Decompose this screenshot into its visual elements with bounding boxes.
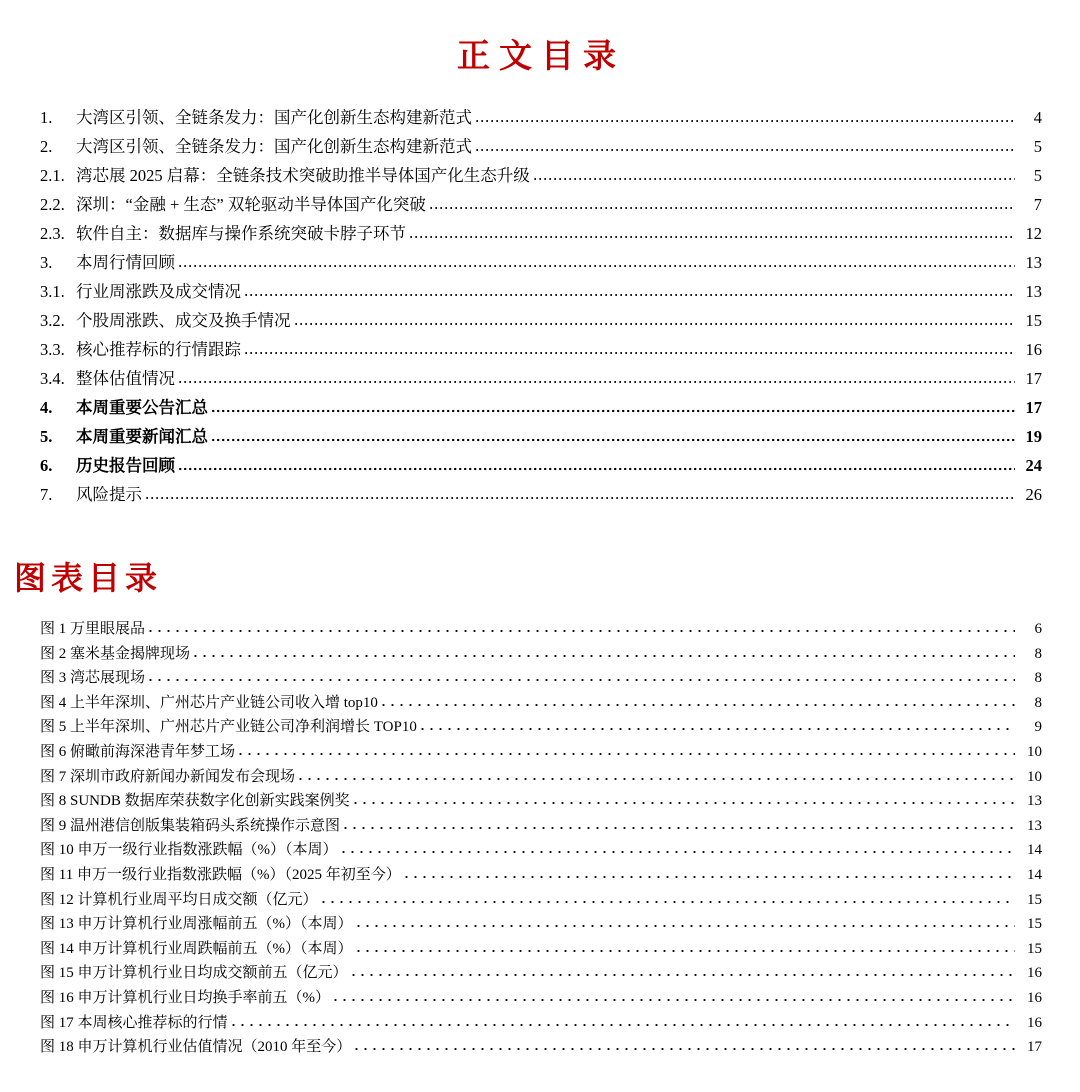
toc-entry-label: 图 11 申万一级行业指数涨跌幅（%）（2025 年初至今）: [40, 866, 401, 883]
toc-leader-dots: [355, 1047, 1015, 1051]
toc-entry-page: 4: [1033, 108, 1042, 127]
toc-entry-page: 10: [1027, 743, 1042, 760]
main-toc-entry[interactable]: [40, 103, 1042, 132]
toc-entry-label: 图 2 塞米基金揭牌现场: [40, 645, 191, 662]
toc-leader-dots: [245, 351, 1015, 355]
toc-entry-number: 4.: [40, 398, 53, 417]
toc-leader-dots: [179, 467, 1015, 471]
figure-toc-entry[interactable]: [40, 961, 1042, 986]
toc-leader-dots: [410, 235, 1015, 239]
toc-leader-dots: [405, 875, 1015, 879]
toc-entry-number: 7.: [40, 485, 53, 504]
toc-entry-page: 13: [1027, 817, 1042, 834]
figure-toc-entry[interactable]: [40, 691, 1042, 716]
main-toc-list: [40, 103, 1042, 509]
toc-entry-label: 图 6 俯瞰前海深港青年梦工场: [40, 743, 236, 760]
toc-entry-page: 16: [1025, 340, 1042, 359]
toc-leader-dots: [149, 629, 1015, 633]
figure-toc-entry[interactable]: [40, 642, 1042, 667]
toc-entry-label: 图 12 计算机行业周平均日成交额（亿元）: [40, 891, 318, 908]
toc-entry-number: 3.2.: [40, 311, 65, 330]
toc-entry-page: 8: [1034, 670, 1042, 687]
main-toc-title: 正文目录: [457, 39, 625, 75]
toc-leader-dots: [534, 177, 1015, 181]
figure-toc-entry[interactable]: [40, 986, 1042, 1011]
figure-toc-entry[interactable]: [40, 937, 1042, 962]
toc-entry-label: 图 9 温州港信创版集装箱码头系统操作示意图: [40, 817, 341, 834]
figure-toc-title: 图表目录: [14, 560, 163, 596]
toc-entry-label: 本周重要公告汇总: [76, 398, 208, 417]
toc-entry-label: 湾芯展 2025 启幕：全链条技术突破助推半导体国产化生态升级: [76, 166, 530, 185]
toc-entry-page: 17: [1027, 1039, 1042, 1056]
toc-entry-number: 2.2.: [40, 195, 65, 214]
figure-toc-entry[interactable]: [40, 814, 1042, 839]
toc-entry-label: 图 8 SUNDB 数据库荣获数字化创新实践案例奖: [40, 793, 350, 810]
toc-entry-page: 14: [1027, 866, 1042, 883]
toc-leader-dots: [357, 949, 1016, 953]
figure-toc-entry[interactable]: [40, 789, 1042, 814]
toc-entry-label: 核心推荐标的行情跟踪: [76, 340, 241, 359]
toc-entry-label: 图 15 申万计算机行业日均成交额前五（亿元）: [40, 965, 348, 982]
toc-entry-page: 15: [1027, 891, 1042, 908]
toc-entry-page: 12: [1025, 224, 1042, 243]
toc-leader-dots: [382, 703, 1015, 707]
toc-entry-page: 15: [1027, 940, 1042, 957]
toc-leader-dots: [299, 777, 1015, 781]
toc-entry-label: 本周重要新闻汇总: [76, 427, 208, 446]
main-toc-entry[interactable]: [40, 190, 1042, 219]
toc-entry-label: 图 13 申万计算机行业周涨幅前五（%）（本周）: [40, 916, 353, 933]
figure-toc-entry[interactable]: [40, 912, 1042, 937]
toc-entry-page: 15: [1027, 916, 1042, 933]
toc-entry-label: 图 16 申万计算机行业日均换手率前五（%）: [40, 989, 330, 1006]
toc-entry-page: 16: [1027, 965, 1042, 982]
toc-entry-number: 6.: [40, 456, 53, 475]
main-toc-entry[interactable]: [40, 364, 1042, 393]
toc-leader-dots: [212, 438, 1015, 442]
toc-entry-page: 13: [1025, 282, 1042, 301]
toc-entry-page: 15: [1025, 311, 1042, 330]
main-toc-entry[interactable]: [40, 161, 1042, 190]
toc-entry-label: 软件自主：数据库与操作系统突破卡脖子环节: [76, 224, 406, 243]
toc-entry-number: 3.: [40, 253, 53, 272]
toc-entry-label: 图 5 上半年深圳、广州芯片产业链公司净利润增长 TOP10: [40, 719, 417, 736]
toc-leader-dots: [179, 264, 1015, 268]
figure-toc-entry[interactable]: [40, 666, 1042, 691]
toc-entry-page: 5: [1033, 137, 1042, 156]
toc-entry-number: 2.1.: [40, 166, 65, 185]
toc-entry-number: 5.: [40, 427, 53, 446]
toc-entry-page: 9: [1034, 719, 1042, 736]
toc-entry-number: 2.: [40, 137, 53, 156]
toc-leader-dots: [344, 826, 1015, 830]
toc-leader-dots: [149, 678, 1015, 682]
toc-leader-dots: [212, 409, 1015, 413]
toc-leader-dots: [146, 496, 1015, 500]
toc-entry-page: 17: [1025, 398, 1042, 417]
toc-leader-dots: [334, 998, 1015, 1002]
toc-entry-page: 13: [1025, 253, 1042, 272]
toc-entry-number: 1.: [40, 108, 53, 127]
toc-leader-dots: [352, 973, 1015, 977]
main-toc-entry[interactable]: [40, 306, 1042, 335]
toc-entry-page: 7: [1033, 195, 1042, 214]
toc-entry-label: 深圳：“金融 + 生态” 双轮驱动半导体国产化突破: [76, 195, 426, 214]
main-toc-entry[interactable]: [40, 335, 1042, 364]
toc-entry-label: 图 4 上半年深圳、广州芯片产业链公司收入增 top10: [40, 694, 378, 711]
main-toc-entry[interactable]: [40, 132, 1042, 161]
main-toc-entry[interactable]: [40, 422, 1042, 451]
figure-toc-entry[interactable]: [40, 715, 1042, 740]
toc-entry-page: 6: [1034, 621, 1042, 637]
toc-entry-label: 图 17 本周核心推荐标的行情: [40, 1014, 228, 1031]
figure-toc-entry[interactable]: [40, 740, 1042, 765]
toc-entry-label: 本周行情回顾: [76, 253, 175, 272]
toc-leader-dots: [476, 148, 1015, 152]
main-toc-entry[interactable]: [40, 480, 1042, 509]
toc-entry-label: 图 1 万里眼展品: [40, 621, 146, 637]
toc-leader-dots: [295, 322, 1016, 326]
toc-entry-page: 14: [1027, 842, 1042, 859]
toc-entry-page: 10: [1027, 768, 1042, 785]
toc-entry-number: 3.4.: [40, 369, 65, 388]
toc-entry-page: 24: [1025, 456, 1042, 475]
main-toc-entry[interactable]: [40, 451, 1042, 480]
toc-entry-label: 大湾区引领、全链条发力：国产化创新生态构建新范式: [76, 108, 472, 127]
toc-entry-label: 图 7 深圳市政府新闻办新闻发布会现场: [40, 768, 296, 785]
toc-entry-page: 16: [1027, 1014, 1042, 1031]
figure-toc-list: [40, 617, 1042, 1060]
toc-entry-label: 图 18 申万计算机行业估值情况（2010 年至今）: [40, 1039, 352, 1056]
toc-entry-label: 历史报告回顾: [76, 456, 175, 475]
figure-toc-entry[interactable]: [40, 863, 1042, 888]
toc-entry-number: 3.3.: [40, 340, 65, 359]
figure-toc-entry[interactable]: [40, 838, 1042, 863]
figure-toc-entry[interactable]: [40, 888, 1042, 913]
toc-entry-number: 3.1.: [40, 282, 65, 301]
toc-entry-label: 行业周涨跌及成交情况: [76, 282, 241, 301]
toc-leader-dots: [342, 850, 1016, 854]
toc-entry-page: 17: [1025, 369, 1042, 388]
toc-entry-label: 个股周涨跌、成交及换手情况: [76, 311, 291, 330]
toc-entry-number: 2.3.: [40, 224, 65, 243]
toc-entry-page: 16: [1027, 989, 1042, 1006]
toc-leader-dots: [430, 206, 1015, 210]
toc-leader-dots: [179, 380, 1015, 384]
toc-leader-dots: [194, 654, 1015, 658]
toc-entry-label: 图 3 湾芯展现场: [40, 670, 146, 687]
toc-entry-label: 图 10 申万一级行业指数涨跌幅（%）（本周）: [40, 842, 338, 859]
toc-leader-dots: [232, 1023, 1015, 1027]
main-toc-entry[interactable]: [40, 219, 1042, 248]
figure-toc-entry[interactable]: [40, 765, 1042, 790]
toc-leader-dots: [357, 924, 1016, 928]
figure-toc-entry[interactable]: [40, 617, 1042, 642]
toc-entry-page: 8: [1034, 645, 1042, 662]
toc-entry-label: 图 14 申万计算机行业周跌幅前五（%）（本周）: [40, 940, 353, 957]
toc-leader-dots: [354, 801, 1015, 805]
toc-leader-dots: [322, 900, 1015, 904]
toc-leader-dots: [239, 752, 1015, 756]
main-toc-entry[interactable]: [40, 277, 1042, 306]
toc-entry-page: 5: [1033, 166, 1042, 185]
main-toc-entry[interactable]: [40, 393, 1042, 422]
toc-leader-dots: [421, 727, 1015, 731]
toc-entry-page: 26: [1025, 485, 1042, 504]
toc-entry-label: 风险提示: [76, 485, 142, 504]
toc-leader-dots: [476, 119, 1015, 123]
main-toc-entry[interactable]: [40, 248, 1042, 277]
toc-entry-page: 13: [1027, 793, 1042, 810]
figure-toc-entry[interactable]: [40, 1011, 1042, 1036]
figure-toc-entry[interactable]: [40, 1035, 1042, 1060]
toc-entry-label: 整体估值情况: [76, 369, 175, 388]
toc-leader-dots: [245, 293, 1015, 297]
toc-entry-page: 8: [1034, 694, 1042, 711]
toc-entry-label: 大湾区引领、全链条发力：国产化创新生态构建新范式: [76, 137, 472, 156]
toc-entry-page: 19: [1025, 427, 1042, 446]
